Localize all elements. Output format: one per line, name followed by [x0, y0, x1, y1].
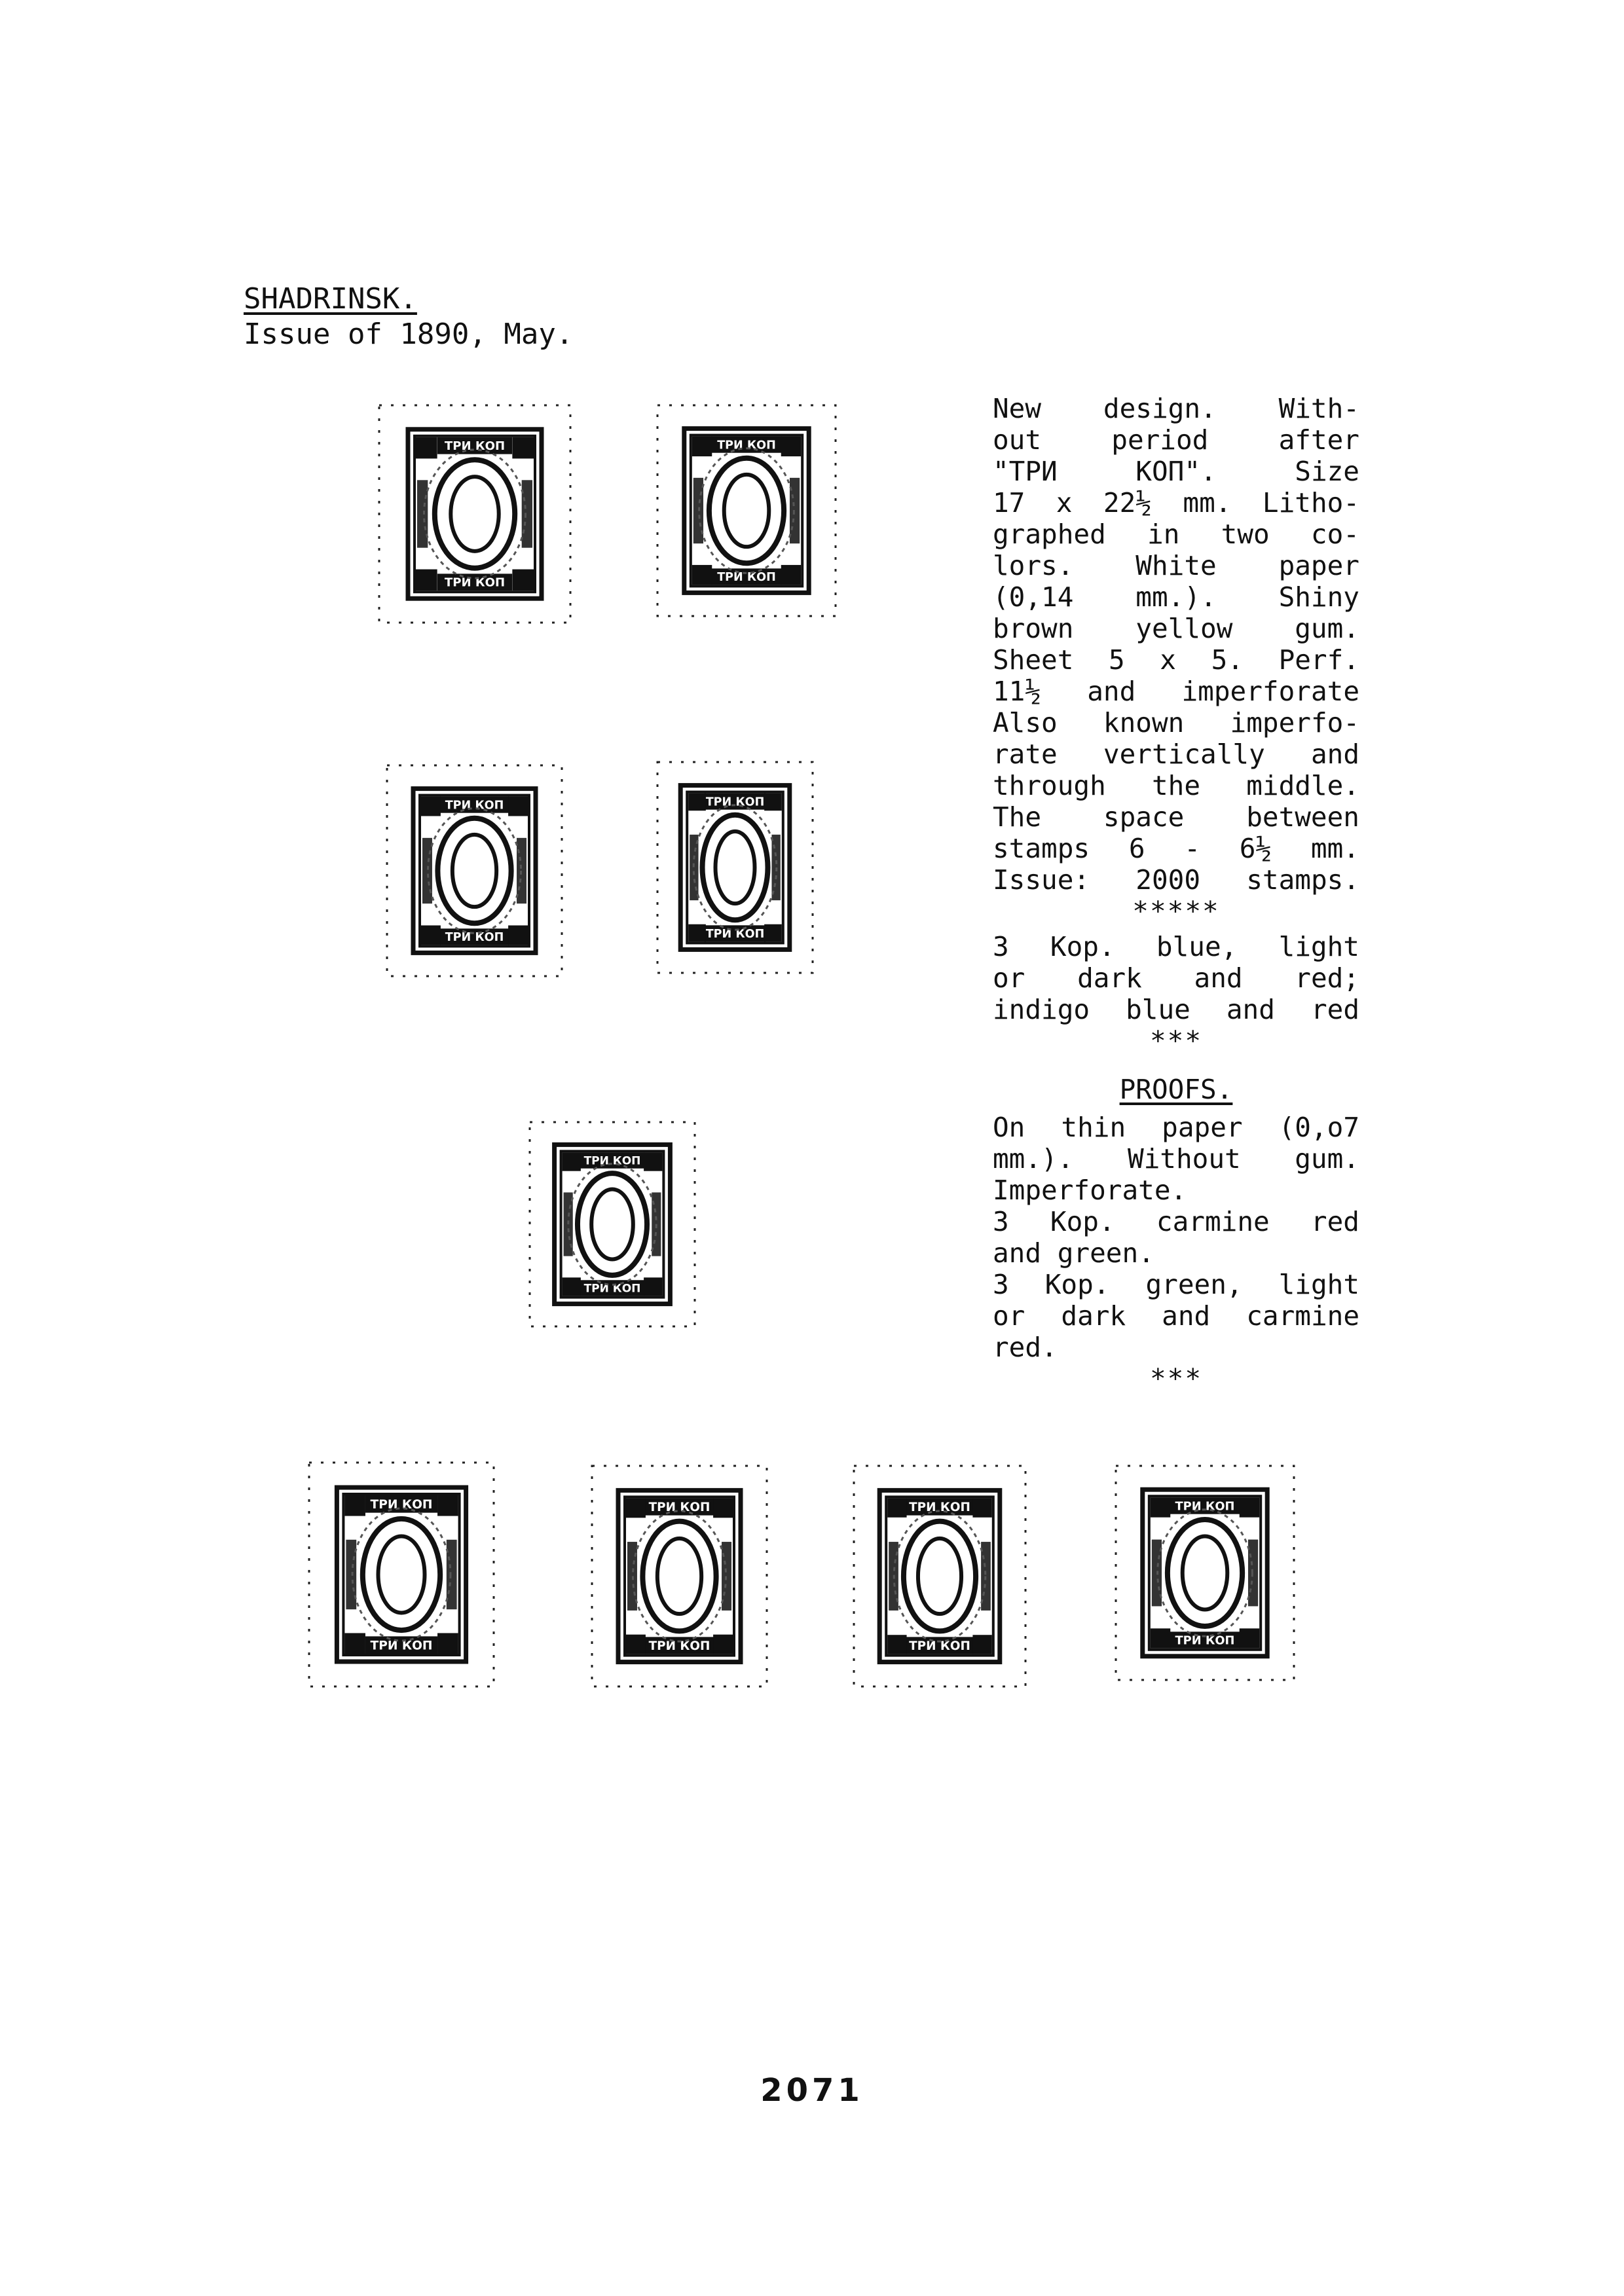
- svg-text:ТРИ КОП: ТРИ КОП: [444, 439, 506, 454]
- svg-text:ТРИ КОП: ТРИ КОП: [1175, 1499, 1235, 1514]
- description-text: [993, 393, 1359, 896]
- heading-subtitle: Issue of 1890, May.: [244, 318, 574, 351]
- svg-text:ТРИ КОП: ТРИ КОП: [648, 1639, 710, 1654]
- text-line: 11½ and imperforate: [993, 676, 1359, 707]
- svg-text:ТРИ КОП: ТРИ КОП: [583, 1154, 641, 1168]
- stamp-image: [384, 763, 564, 979]
- text-line: 17 x 22½ mm. Litho-: [993, 487, 1359, 519]
- text-line: red.: [993, 1332, 1058, 1363]
- text-line: Issue: 2000 stamps.: [993, 864, 1359, 896]
- text-line: stamps 6 - 6½ mm.: [993, 833, 1359, 864]
- stamp-image: [377, 403, 573, 625]
- stamp-image: [851, 1463, 1028, 1689]
- text-line: rate vertically and: [993, 738, 1359, 770]
- text-line: or dark and red;: [993, 962, 1359, 994]
- text-line: lors. White paper: [993, 550, 1359, 581]
- svg-text:ТРИ КОП: ТРИ КОП: [370, 1639, 433, 1653]
- svg-text:ТРИ КОП: ТРИ КОП: [370, 1497, 433, 1512]
- text-line: 3 Kop. green, light: [993, 1269, 1359, 1300]
- proof-stamp-image: [527, 1120, 697, 1329]
- svg-text:ТРИ КОП: ТРИ КОП: [705, 795, 765, 809]
- proofs-text: [993, 1112, 1359, 1363]
- text-line: 3 Kop. blue, light: [993, 931, 1359, 962]
- text-line: 3 Kop. carmine red: [993, 1206, 1359, 1237]
- text-line: New design. With-: [993, 393, 1359, 424]
- text-line: Imperforate.: [993, 1175, 1187, 1206]
- separator-stars: *****: [1132, 896, 1220, 927]
- svg-text:ТРИ КОП: ТРИ КОП: [445, 799, 504, 812]
- stamp-image: [655, 403, 838, 619]
- text-line: mm.). Without gum.: [993, 1143, 1359, 1175]
- svg-text:ТРИ КОП: ТРИ КОП: [909, 1501, 970, 1515]
- svg-text:ТРИ КОП: ТРИ КОП: [705, 928, 765, 941]
- text-line: indigo blue and red: [993, 994, 1359, 1025]
- svg-text:ТРИ КОП: ТРИ КОП: [583, 1282, 641, 1296]
- text-line: Sheet 5 x 5. Perf.: [993, 644, 1359, 676]
- proofs-title: PROOFS.: [1119, 1074, 1233, 1105]
- svg-text:ТРИ КОП: ТРИ КОП: [717, 439, 776, 452]
- stamp-image: [1113, 1463, 1297, 1683]
- svg-text:ТРИ КОП: ТРИ КОП: [1175, 1633, 1235, 1648]
- text-line: through the middle.: [993, 770, 1359, 801]
- separator-stars: ***: [1149, 1025, 1203, 1057]
- stamp-image: [306, 1460, 496, 1689]
- heading-title: SHADRINSK.: [244, 282, 417, 316]
- page-number: 2071: [760, 2072, 864, 2109]
- text-line: or dark and carmine: [993, 1300, 1359, 1332]
- stamp-image: [655, 759, 815, 975]
- colors-text: [993, 931, 1359, 1025]
- text-line: The space between: [993, 801, 1359, 833]
- text-line: (0,14 mm.). Shiny: [993, 581, 1359, 613]
- page-heading: [244, 282, 573, 352]
- text-line: Also known imperfo-: [993, 707, 1359, 738]
- text-line: On thin paper (0,o7: [993, 1112, 1359, 1143]
- svg-text:ТРИ КОП: ТРИ КОП: [717, 571, 776, 585]
- description-block: [993, 393, 1359, 1398]
- svg-text:ТРИ КОП: ТРИ КОП: [445, 931, 504, 945]
- text-line: brown yellow gum.: [993, 613, 1359, 644]
- svg-text:ТРИ КОП: ТРИ КОП: [909, 1639, 970, 1654]
- text-line: graphed in two co-: [993, 519, 1359, 550]
- text-line: out period after: [993, 424, 1359, 456]
- text-line: "ТРИ КОП". Size: [993, 456, 1359, 487]
- separator-stars: ***: [1149, 1363, 1203, 1394]
- svg-text:ТРИ КОП: ТРИ КОП: [444, 575, 506, 590]
- text-line: and green.: [993, 1237, 1154, 1269]
- svg-text:ТРИ КОП: ТРИ КОП: [648, 1501, 710, 1515]
- stamp-image: [589, 1463, 769, 1689]
